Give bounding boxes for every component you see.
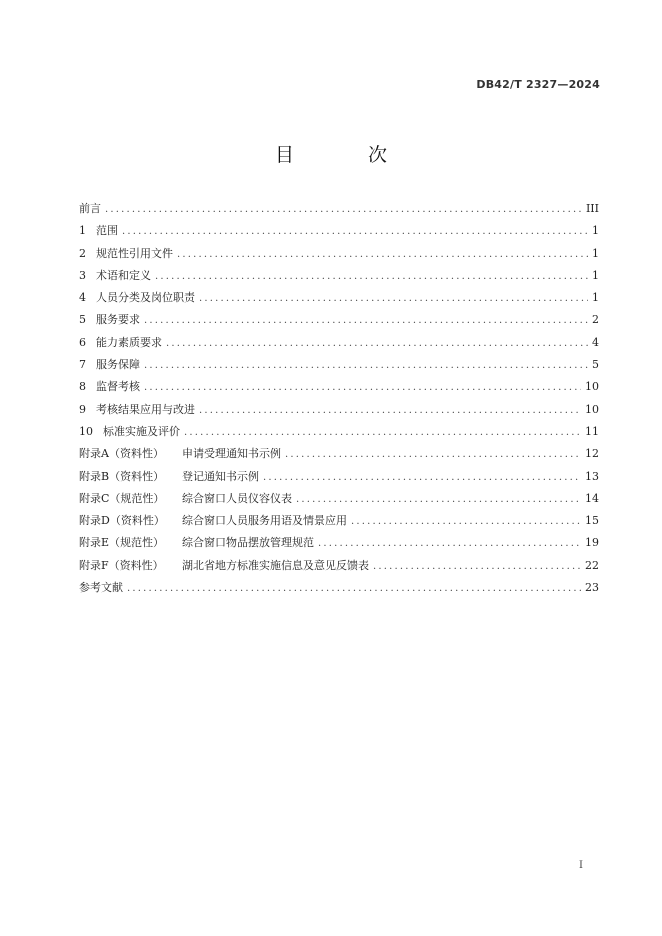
toc-appendix-label: 附录D（资料性） — [79, 514, 165, 528]
toc-entry[interactable] — [79, 401, 599, 423]
toc-entry[interactable] — [79, 245, 599, 267]
toc-entry-label — [79, 334, 162, 350]
toc-page-number: 22 — [585, 558, 599, 572]
toc-leader-dots — [105, 204, 582, 215]
toc-entry-text: 监督考核 — [96, 380, 140, 394]
toc-page-number: 2 — [592, 313, 599, 327]
toc-entry[interactable] — [79, 534, 599, 556]
toc-entry[interactable] — [79, 267, 599, 289]
toc-page-number: 10 — [585, 402, 599, 416]
toc-entry[interactable] — [79, 423, 599, 445]
toc-entry-text: 标准实施及评价 — [103, 424, 180, 438]
toc-leader-dots — [351, 516, 581, 527]
toc-entry-label — [79, 423, 180, 439]
toc-entry-text: 人员分类及岗位职责 — [96, 291, 195, 305]
toc-entry[interactable] — [79, 200, 599, 222]
toc-entry-label — [79, 378, 140, 394]
toc-leader-dots — [144, 382, 581, 393]
toc-appendix-label: 附录C（规范性） — [79, 491, 165, 505]
toc-leader-dots — [373, 561, 581, 572]
toc-entry-text: 登记通知书示例 — [182, 469, 259, 483]
toc-entry-label — [79, 579, 123, 595]
toc-entry[interactable] — [79, 378, 599, 400]
page-number: I — [579, 860, 583, 871]
toc-entry-label — [79, 356, 140, 372]
toc-entry-text: 范围 — [96, 224, 118, 238]
toc-entry[interactable] — [79, 557, 599, 579]
toc-entry-label — [79, 222, 118, 238]
toc-entry-text: 服务保障 — [96, 358, 140, 372]
toc-section-number: 6 — [79, 335, 86, 349]
toc-page-number: 5 — [592, 358, 599, 372]
toc-page-number: 1 — [592, 268, 599, 282]
toc-entry-text: 湖北省地方标准实施信息及意见反馈表 — [182, 558, 369, 572]
toc-page-number: 11 — [585, 424, 599, 438]
toc-entry[interactable] — [79, 356, 599, 378]
toc-page-number: 14 — [585, 491, 599, 505]
toc-page-number: 1 — [592, 224, 599, 238]
toc-entry-text: 能力素质要求 — [96, 335, 162, 349]
toc-entry-text: 规范性引用文件 — [96, 246, 173, 260]
toc-leader-dots — [166, 338, 588, 349]
toc-leader-dots — [144, 315, 588, 326]
toc-page-number: 12 — [585, 447, 599, 461]
toc-entry-label — [79, 267, 151, 283]
toc-section-number: 7 — [79, 358, 86, 372]
toc-leader-dots — [184, 427, 581, 438]
toc-page-number: 4 — [592, 335, 599, 349]
toc-entry-text: 综合窗口人员仪容仪表 — [182, 491, 292, 505]
toc-entry-label — [79, 445, 281, 461]
toc-entry-label — [79, 468, 259, 484]
toc-leader-dots — [155, 271, 588, 282]
toc-section-number: 10 — [79, 424, 93, 438]
toc-page-number: 13 — [585, 469, 599, 483]
toc-entry-label — [79, 512, 347, 528]
document-id: DB42/T 2327—2024 — [476, 78, 600, 91]
toc-entry-text: 综合窗口物品摆放管理规范 — [182, 536, 314, 550]
toc-entry-label — [79, 401, 195, 417]
toc-section-number: 3 — [79, 268, 86, 282]
toc-entry[interactable] — [79, 512, 599, 534]
toc-section-number: 5 — [79, 313, 86, 327]
toc-entry-label — [79, 311, 140, 327]
toc-leader-dots — [177, 249, 588, 260]
toc-entry[interactable] — [79, 468, 599, 490]
toc-entry[interactable] — [79, 289, 599, 311]
toc-page-number: 10 — [585, 380, 599, 394]
toc-entry-label — [79, 490, 292, 506]
toc-entry[interactable] — [79, 490, 599, 512]
toc-entry-text: 申请受理通知书示例 — [182, 447, 281, 461]
toc-appendix-label: 附录A（资料性） — [79, 447, 164, 461]
toc-section-number: 1 — [79, 224, 86, 238]
toc-leader-dots — [127, 583, 581, 594]
toc-entry-text: 参考文献 — [79, 581, 123, 595]
toc-entry-label — [79, 557, 369, 573]
toc-section-number: 2 — [79, 246, 86, 260]
toc-entry-label — [79, 534, 314, 550]
toc-page-number: 23 — [585, 581, 599, 595]
toc-title: 目 次 — [274, 144, 422, 166]
toc-page-number: 15 — [585, 514, 599, 528]
toc-entry[interactable] — [79, 334, 599, 356]
toc-section-number: 8 — [79, 380, 86, 394]
toc-leader-dots — [318, 538, 581, 549]
toc-leader-dots — [263, 472, 581, 483]
toc-leader-dots — [199, 405, 581, 416]
toc-page-number: 1 — [592, 291, 599, 305]
toc-entry[interactable] — [79, 222, 599, 244]
toc-page-number: 19 — [585, 536, 599, 550]
toc-leader-dots — [199, 293, 588, 304]
toc-appendix-label: 附录F（资料性） — [79, 558, 164, 572]
toc-entry[interactable] — [79, 311, 599, 333]
table-of-contents — [79, 200, 599, 601]
toc-entry[interactable] — [79, 445, 599, 467]
toc-entry-text: 考核结果应用与改进 — [96, 402, 195, 416]
toc-entry[interactable] — [79, 579, 599, 601]
toc-leader-dots — [285, 449, 581, 460]
toc-section-number: 4 — [79, 291, 86, 305]
toc-entry-text: 前言 — [79, 202, 101, 215]
toc-entry-label — [79, 245, 173, 261]
toc-leader-dots — [122, 226, 588, 237]
toc-page-number: III — [585, 202, 599, 215]
toc-entry-text: 服务要求 — [96, 313, 140, 327]
toc-entry-text: 术语和定义 — [96, 268, 151, 282]
toc-leader-dots — [144, 360, 588, 371]
toc-appendix-label: 附录E（规范性） — [79, 536, 165, 550]
toc-page-number: 1 — [592, 246, 599, 260]
toc-entry-text: 综合窗口人员服务用语及情景应用 — [182, 514, 347, 528]
toc-entry-label — [79, 200, 101, 216]
toc-entry-label — [79, 289, 195, 305]
toc-section-number: 9 — [79, 402, 86, 416]
toc-leader-dots — [296, 494, 581, 505]
toc-appendix-label: 附录B（资料性） — [79, 469, 165, 483]
